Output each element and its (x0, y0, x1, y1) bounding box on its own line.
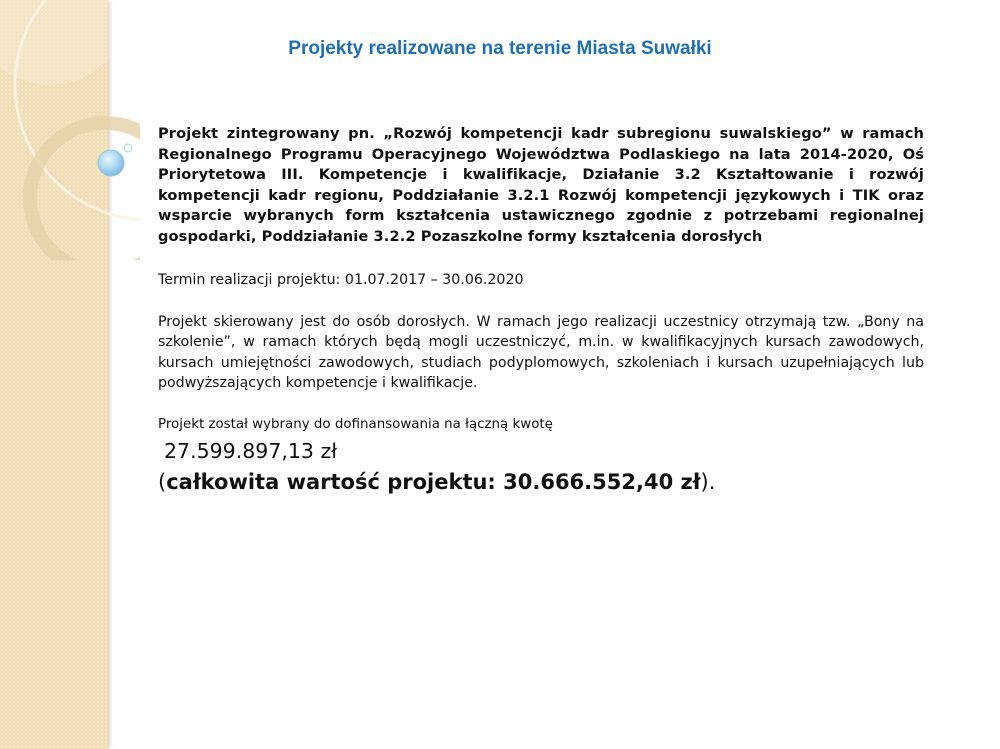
slide-content (158, 124, 924, 496)
total-close-paren: ). (700, 469, 716, 494)
project-name: Projekt zintegrowany pn. „Rozwój kompetencji kadr subregionu suwalskiego” w ramach Regionalnego Programu Operacyjnego Województwa Podlaskiego na lata 2014-2020, Oś Priorytetowa III. Kompetencje i kwalifikacje, Działanie 3.2 Kształtowanie i rozwój kompetencji kadr regionu, Poddziałanie 3.2.1 Rozwój kompetencji językowych i TIK oraz wsparcie wybranych form kształcenia ustawicznego zgodnie z potrzebami regionalnej gospodarki, Poddziałanie 3.2.2 Pozaszkolne formy kształcenia dorosłych (158, 125, 924, 245)
funding-amount: 27.599.897,13 zł (164, 438, 338, 463)
total-open-paren: ( (158, 469, 167, 494)
slide-title: Projekty realizowane na terenie Miasta Suwałki (288, 38, 712, 59)
total-value (158, 468, 924, 496)
project-term: Termin realizacji projektu: 01.07.2017 – 30.06.2020 (158, 272, 524, 288)
small-bubble-icon (124, 144, 132, 152)
decorative-sidebar (0, 0, 108, 749)
funding-intro: Projekt został wybrany do dofinansowania na łączną kwotę (158, 416, 553, 432)
project-description: Projekt skierowany jest do osób dorosłych. W ramach jego realizacji uczestnicy otrzymają tzw. „Bony na szkolenie”, w ramach których będą mogli uczestniczyć, m.in. w kwalifikacyjnych kursach zawodowych, kursach umiejętności zawodowych, studiach podyplomowych, szkoleniach i kursach uzupełniających lub podwyższających kompetencje i kwalifikacje. (158, 313, 924, 391)
total-value-label: całkowita wartość projektu: 30.666.552,40 zł (166, 469, 701, 494)
